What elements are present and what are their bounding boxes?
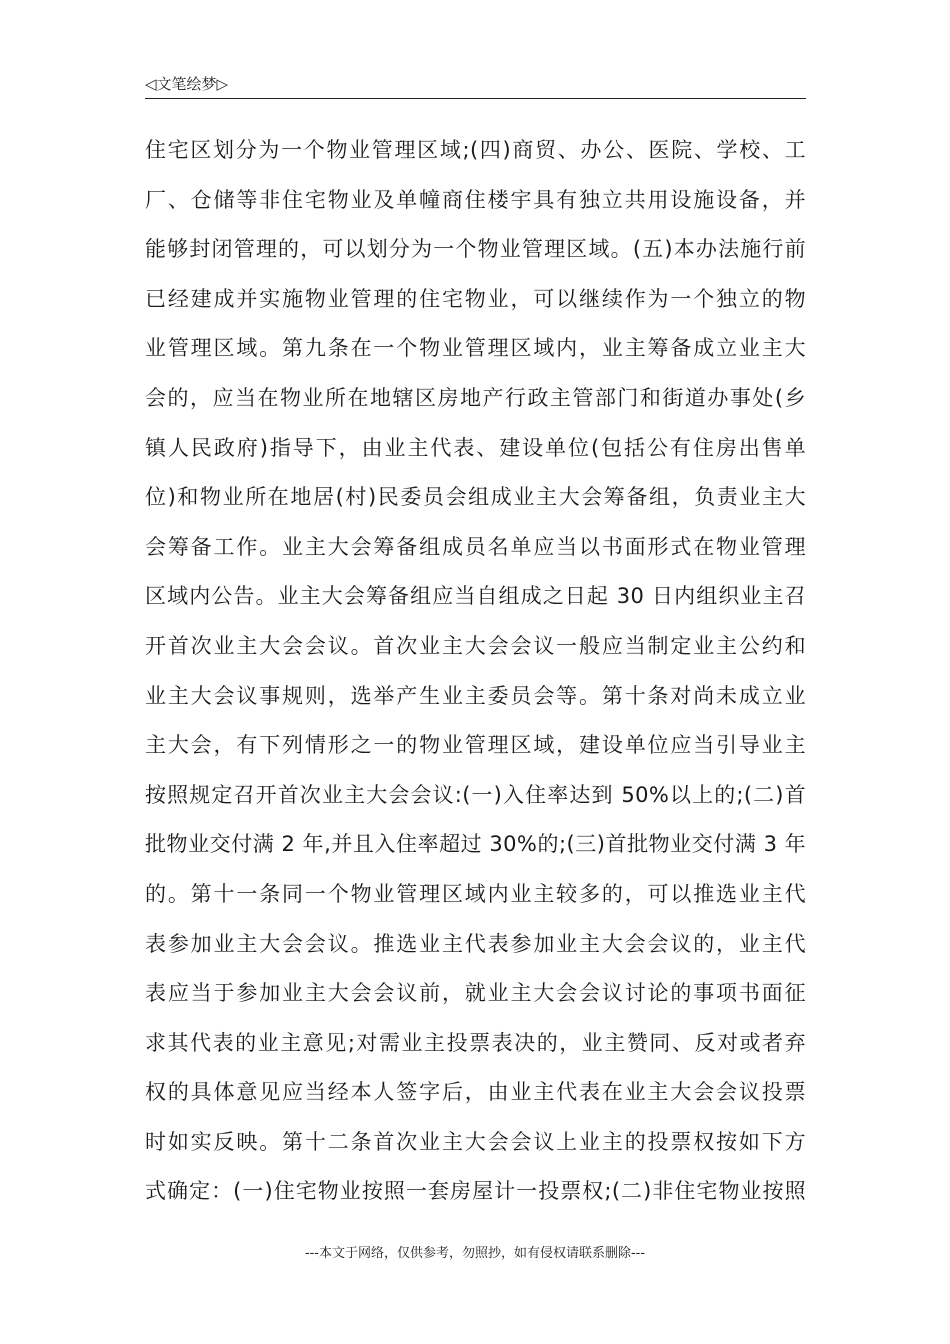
text-line: 表参加业主大会会议。推选业主代表参加业主大会会议的，业主代: [145, 931, 806, 956]
text-line: 式确定：(一)住宅物业按照一套房屋计一投票权;(二)非住宅物业按照: [145, 1179, 806, 1204]
body-text: [145, 126, 806, 1217]
text-line: 区域内公告。业主大会筹备组应当自组成之日起 30 日内组织业主召: [145, 584, 806, 609]
footer-disclaimer: ---本文于网络，仅供参考，勿照抄，如有侵权请联系删除---: [304, 1246, 646, 1261]
text-line: 会的，应当在物业所在地辖区房地产行政主管部门和街道办事处(乡: [145, 385, 806, 410]
text-line: 业管理区域。第九条在一个物业管理区域内，业主筹备成立业主大: [145, 336, 806, 361]
text-line: 的。第十一条同一个物业管理区域内业主较多的，可以推选业主代: [145, 881, 806, 906]
text-line: 求其代表的业主意见;对需业主投票表决的，业主赞同、反对或者弃: [145, 1030, 806, 1055]
text-line: 厂、仓储等非住宅物业及单幢商住楼宇具有独立共用设施设备，并: [145, 187, 806, 212]
text-line: 开首次业主大会会议。首次业主大会会议一般应当制定业主公约和: [145, 633, 806, 658]
text-line: 权的具体意见应当经本人签字后，由业主代表在业主大会会议投票: [145, 1080, 806, 1105]
page-header: [145, 72, 806, 99]
text-line: 能够封闭管理的，可以划分为一个物业管理区域。(五)本办法施行前: [145, 237, 806, 262]
header-label: ◁文笔绘梦▷: [145, 75, 229, 93]
text-line: 按照规定召开首次业主大会会议:(一)入住率达到 50%以上的;(二)首: [145, 782, 806, 807]
text-line: 镇人民政府)指导下，由业主代表、建设单位(包括公有住房出售单: [145, 435, 806, 460]
text-line: 已经建成并实施物业管理的住宅物业，可以继续作为一个独立的物: [145, 286, 806, 311]
text-line: 时如实反映。第十二条首次业主大会会议上业主的投票权按如下方: [145, 1129, 806, 1154]
text-line: 业主大会议事规则，选举产生业主委员会等。第十条对尚未成立业: [145, 683, 806, 708]
text-line: 住宅区划分为一个物业管理区域;(四)商贸、办公、医院、学校、工: [145, 138, 806, 162]
text-line: 位)和物业所在地居(村)民委员会组成业主大会筹备组，负责业主大: [145, 485, 806, 510]
text-line: 批物业交付满 2 年,并且入住率超过 30%的;(三)首批物业交付满 3 年: [145, 832, 806, 857]
text-line: 主大会，有下列情形之一的物业管理区域，建设单位应当引导业主: [145, 733, 806, 758]
text-line: 表应当于参加业主大会会议前，就业主大会会议讨论的事项书面征: [145, 981, 806, 1006]
text-line: 会筹备工作。业主大会筹备组成员名单应当以书面形式在物业管理: [145, 534, 806, 559]
